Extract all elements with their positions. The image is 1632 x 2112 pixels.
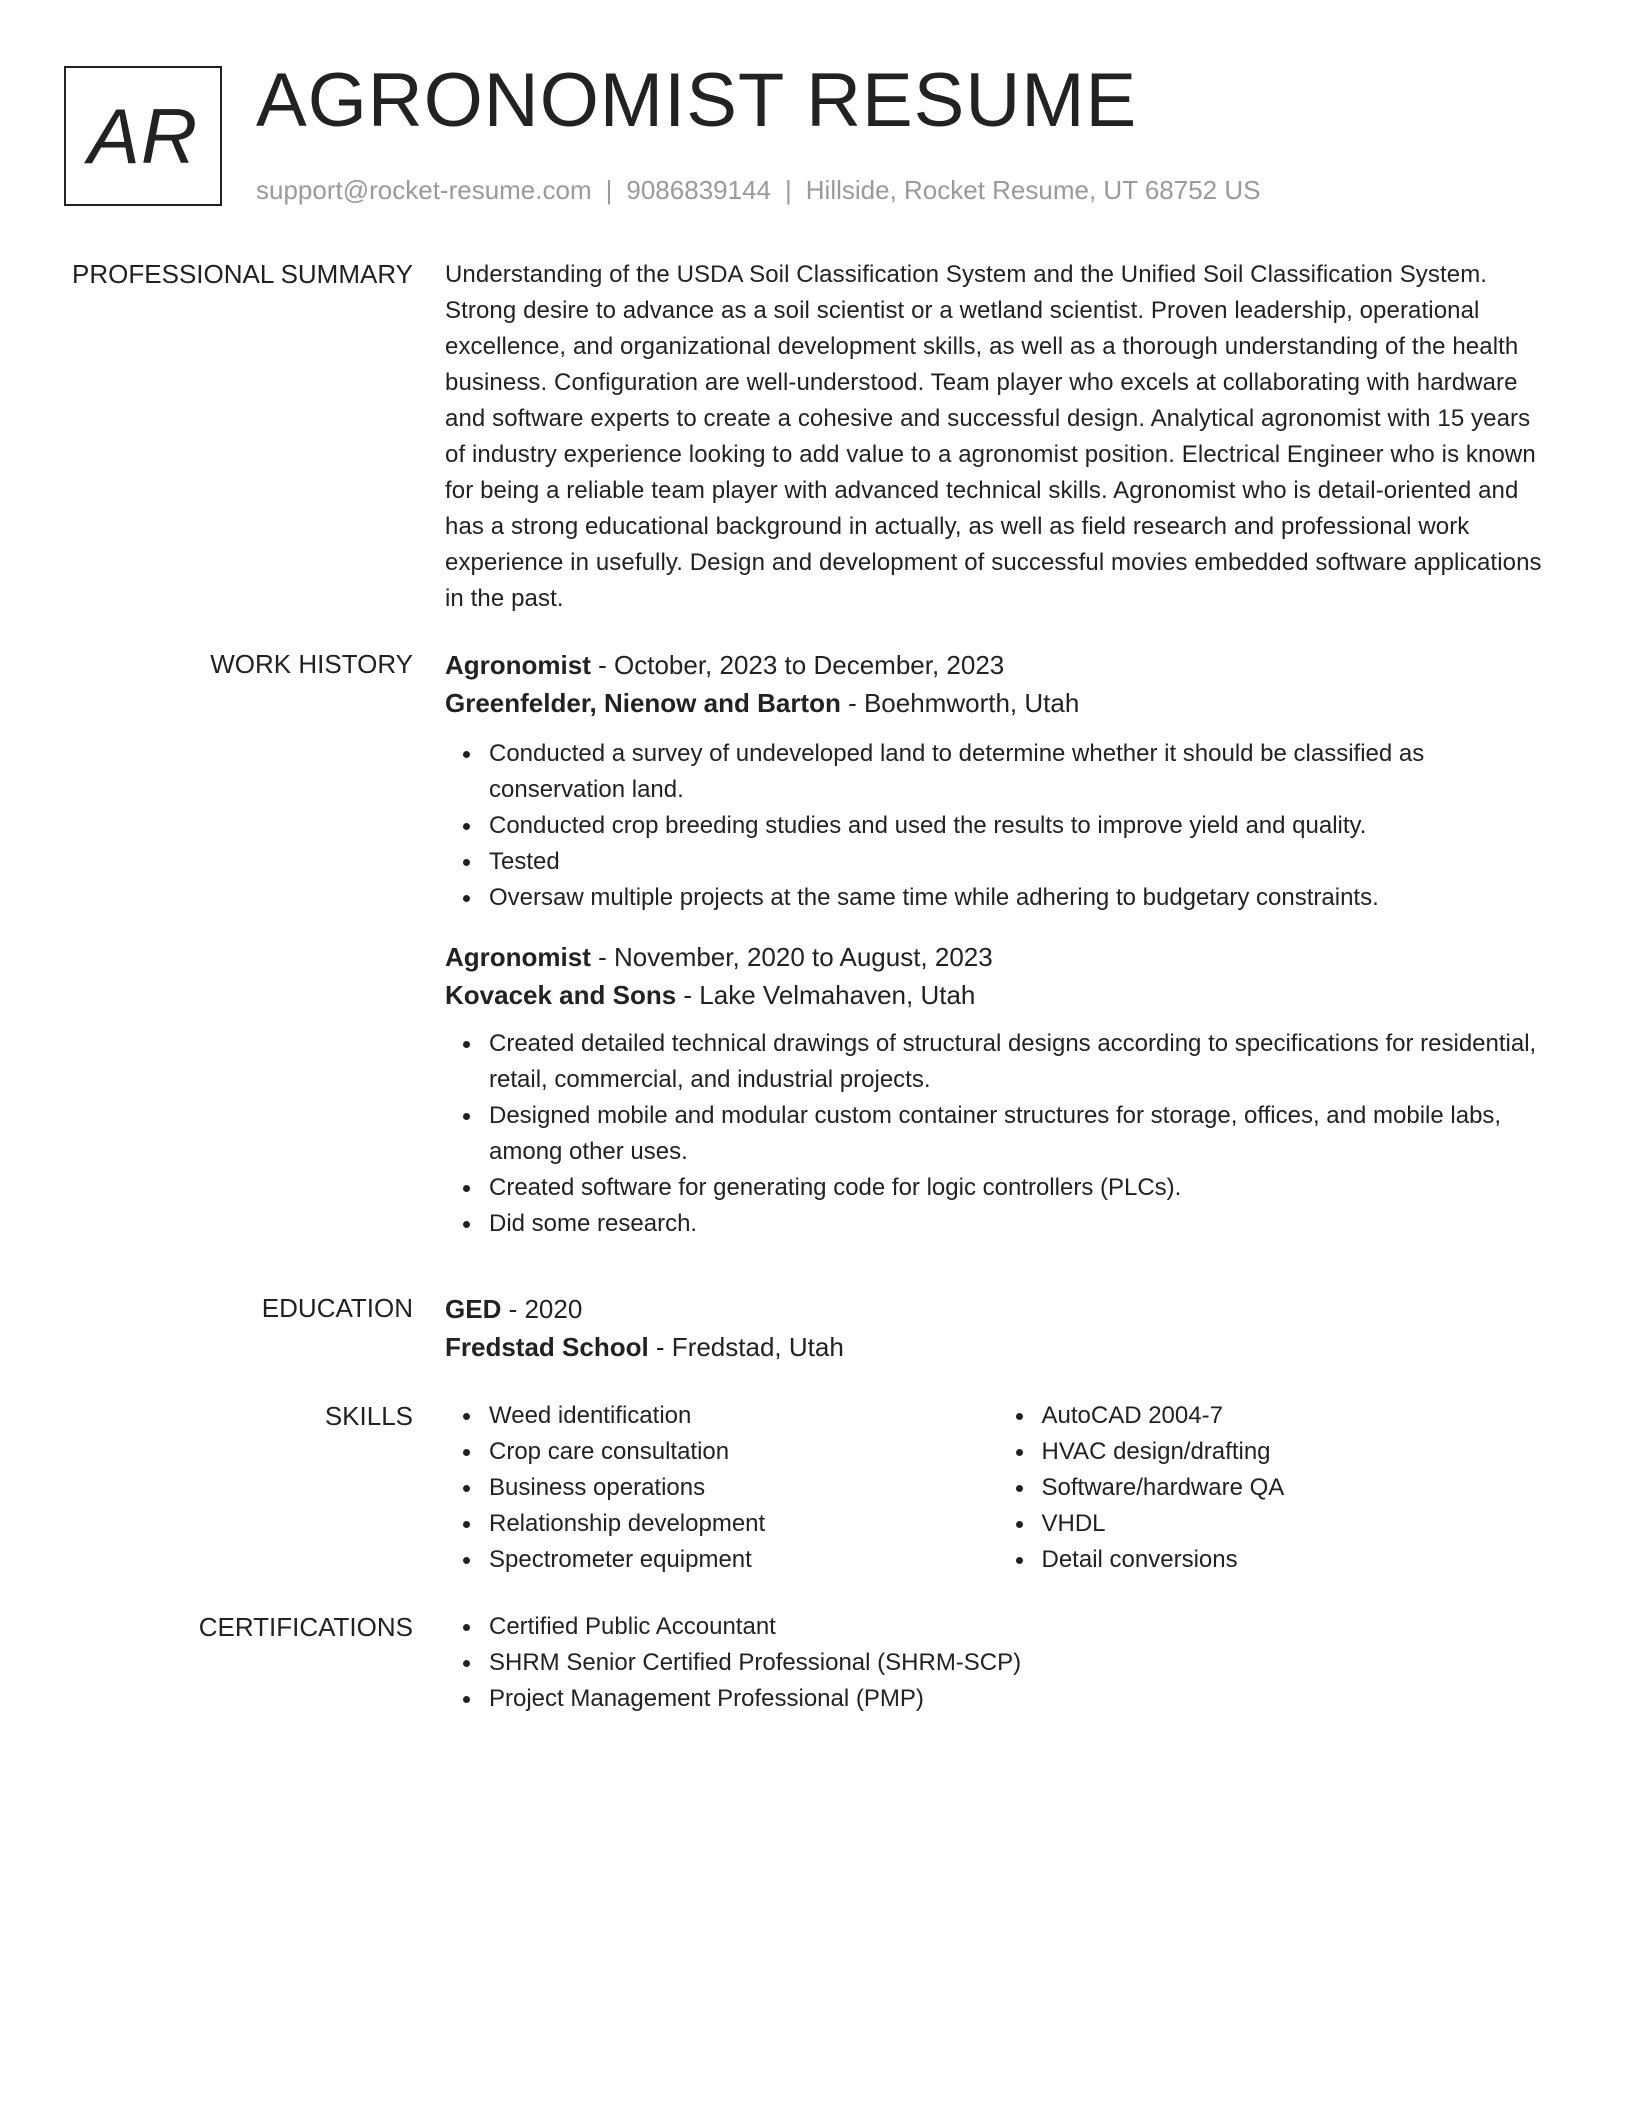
list-item: Did some research. [489,1206,1550,1242]
skills-body [445,1398,1550,1578]
list-item: Weed identification [489,1398,998,1434]
education-body [445,1290,1550,1366]
certifications-list [445,1609,1550,1717]
contact-line [256,174,1260,206]
list-item: Created detailed technical drawings of structural designs according to specifications for residential, retail, commercial, and industrial projects. [489,1026,1550,1098]
job-title: Agronomist [445,942,591,972]
list-item: Project Management Professional (PMP) [489,1681,1550,1717]
job-title-line [445,646,1550,684]
work-history-body [445,646,1550,1242]
list-item: Oversaw multiple projects at the same time while adhering to budgetary constraints. [489,880,1550,916]
list-item: Software/hardware QA [1042,1470,1551,1506]
list-item: Certified Public Accountant [489,1609,1550,1645]
summary-heading: PROFESSIONAL SUMMARY [72,259,413,289]
list-item: Crop care consultation [489,1434,998,1470]
degree-line [445,1290,1550,1328]
degree: GED [445,1294,502,1324]
job-company-line [445,976,1550,1014]
job-dates: - October, 2023 to December, 2023 [590,650,1005,680]
list-item: Conducted a survey of undeveloped land to determine whether it should be classified as conservation land. [489,736,1550,808]
contact-email: support@rocket-resume.com [256,175,592,205]
job-location: - Lake Velmahaven, Utah [676,980,976,1010]
job-entry [445,938,1550,1242]
job-location: - Boehmworth, Utah [840,688,1080,718]
list-item: AutoCAD 2004-7 [1042,1398,1551,1434]
list-item: Spectrometer equipment [489,1542,998,1578]
list-item: Tested [489,844,1550,880]
contact-separator: | [605,175,613,205]
list-item: Created software for generating code for logic controllers (PLCs). [489,1170,1550,1206]
skills-heading: SKILLS [324,1401,413,1431]
summary-body [445,257,1550,617]
school-line [445,1328,1550,1366]
job-duties-list [445,736,1550,916]
list-item: VHDL [1042,1506,1551,1542]
contact-phone: 9086839144 [626,175,771,205]
job-dates: - November, 2020 to August, 2023 [590,942,993,972]
certifications-body [445,1609,1550,1717]
job-company: Kovacek and Sons [445,980,677,1010]
job-title: Agronomist [445,650,591,680]
degree-year: - 2020 [501,1294,583,1324]
contact-address: Hillside, Rocket Resume, UT 68752 US [805,175,1261,205]
list-item: Business operations [489,1470,998,1506]
summary-text: Understanding of the USDA Soil Classification System and the Unified Soil Classification System. Strong desire to advance as a soil scientist or a wetland scientist. Proven leadership, operational excellence, and organizational development skills, as well as a thorough understanding of the health business. Configuration are well-understood. Team player who excels at collaborating with hardware and software experts to create a cohesive and successful design. Analytical agronomist with 15 years of industry experience looking to add value to a agronomist position. Electrical Engineer who is known for being a reliable team player with advanced technical skills. Agronomist who is detail-oriented and has a strong educational background in actually, as well as field research and professional work experience in usefully. Design and development of successful movies embedded software applications in the past. [445,261,1542,612]
job-duties-list [445,1026,1550,1242]
list-item: SHRM Senior Certified Professional (SHRM-SCP) [489,1645,1550,1681]
resume-title: AGRONOMIST RESUME [256,58,1138,143]
job-company-line [445,684,1550,722]
job-title-line [445,938,1550,976]
monogram-box [64,66,222,206]
list-item: HVAC design/drafting [1042,1434,1551,1470]
list-item: Relationship development [489,1506,998,1542]
skills-columns [445,1398,1550,1578]
contact-separator: | [785,175,792,205]
skills-list-right [998,1398,1551,1578]
list-item: Designed mobile and modular custom container structures for storage, offices, and mobile labs, among other uses. [489,1098,1550,1170]
list-item: Detail conversions [1042,1542,1551,1578]
certifications-heading: CERTIFICATIONS [198,1612,413,1642]
skills-list-left [445,1398,998,1578]
school-location: - Fredstad, Utah [648,1332,844,1362]
job-entry [445,646,1550,916]
education-heading: EDUCATION [261,1293,413,1323]
school-name: Fredstad School [445,1332,649,1362]
list-item: Conducted crop breeding studies and used the results to improve yield and quality. [489,808,1550,844]
monogram-initials: AR [87,91,199,180]
work-history-heading: WORK HISTORY [210,649,413,679]
job-company: Greenfelder, Nienow and Barton [445,688,841,718]
